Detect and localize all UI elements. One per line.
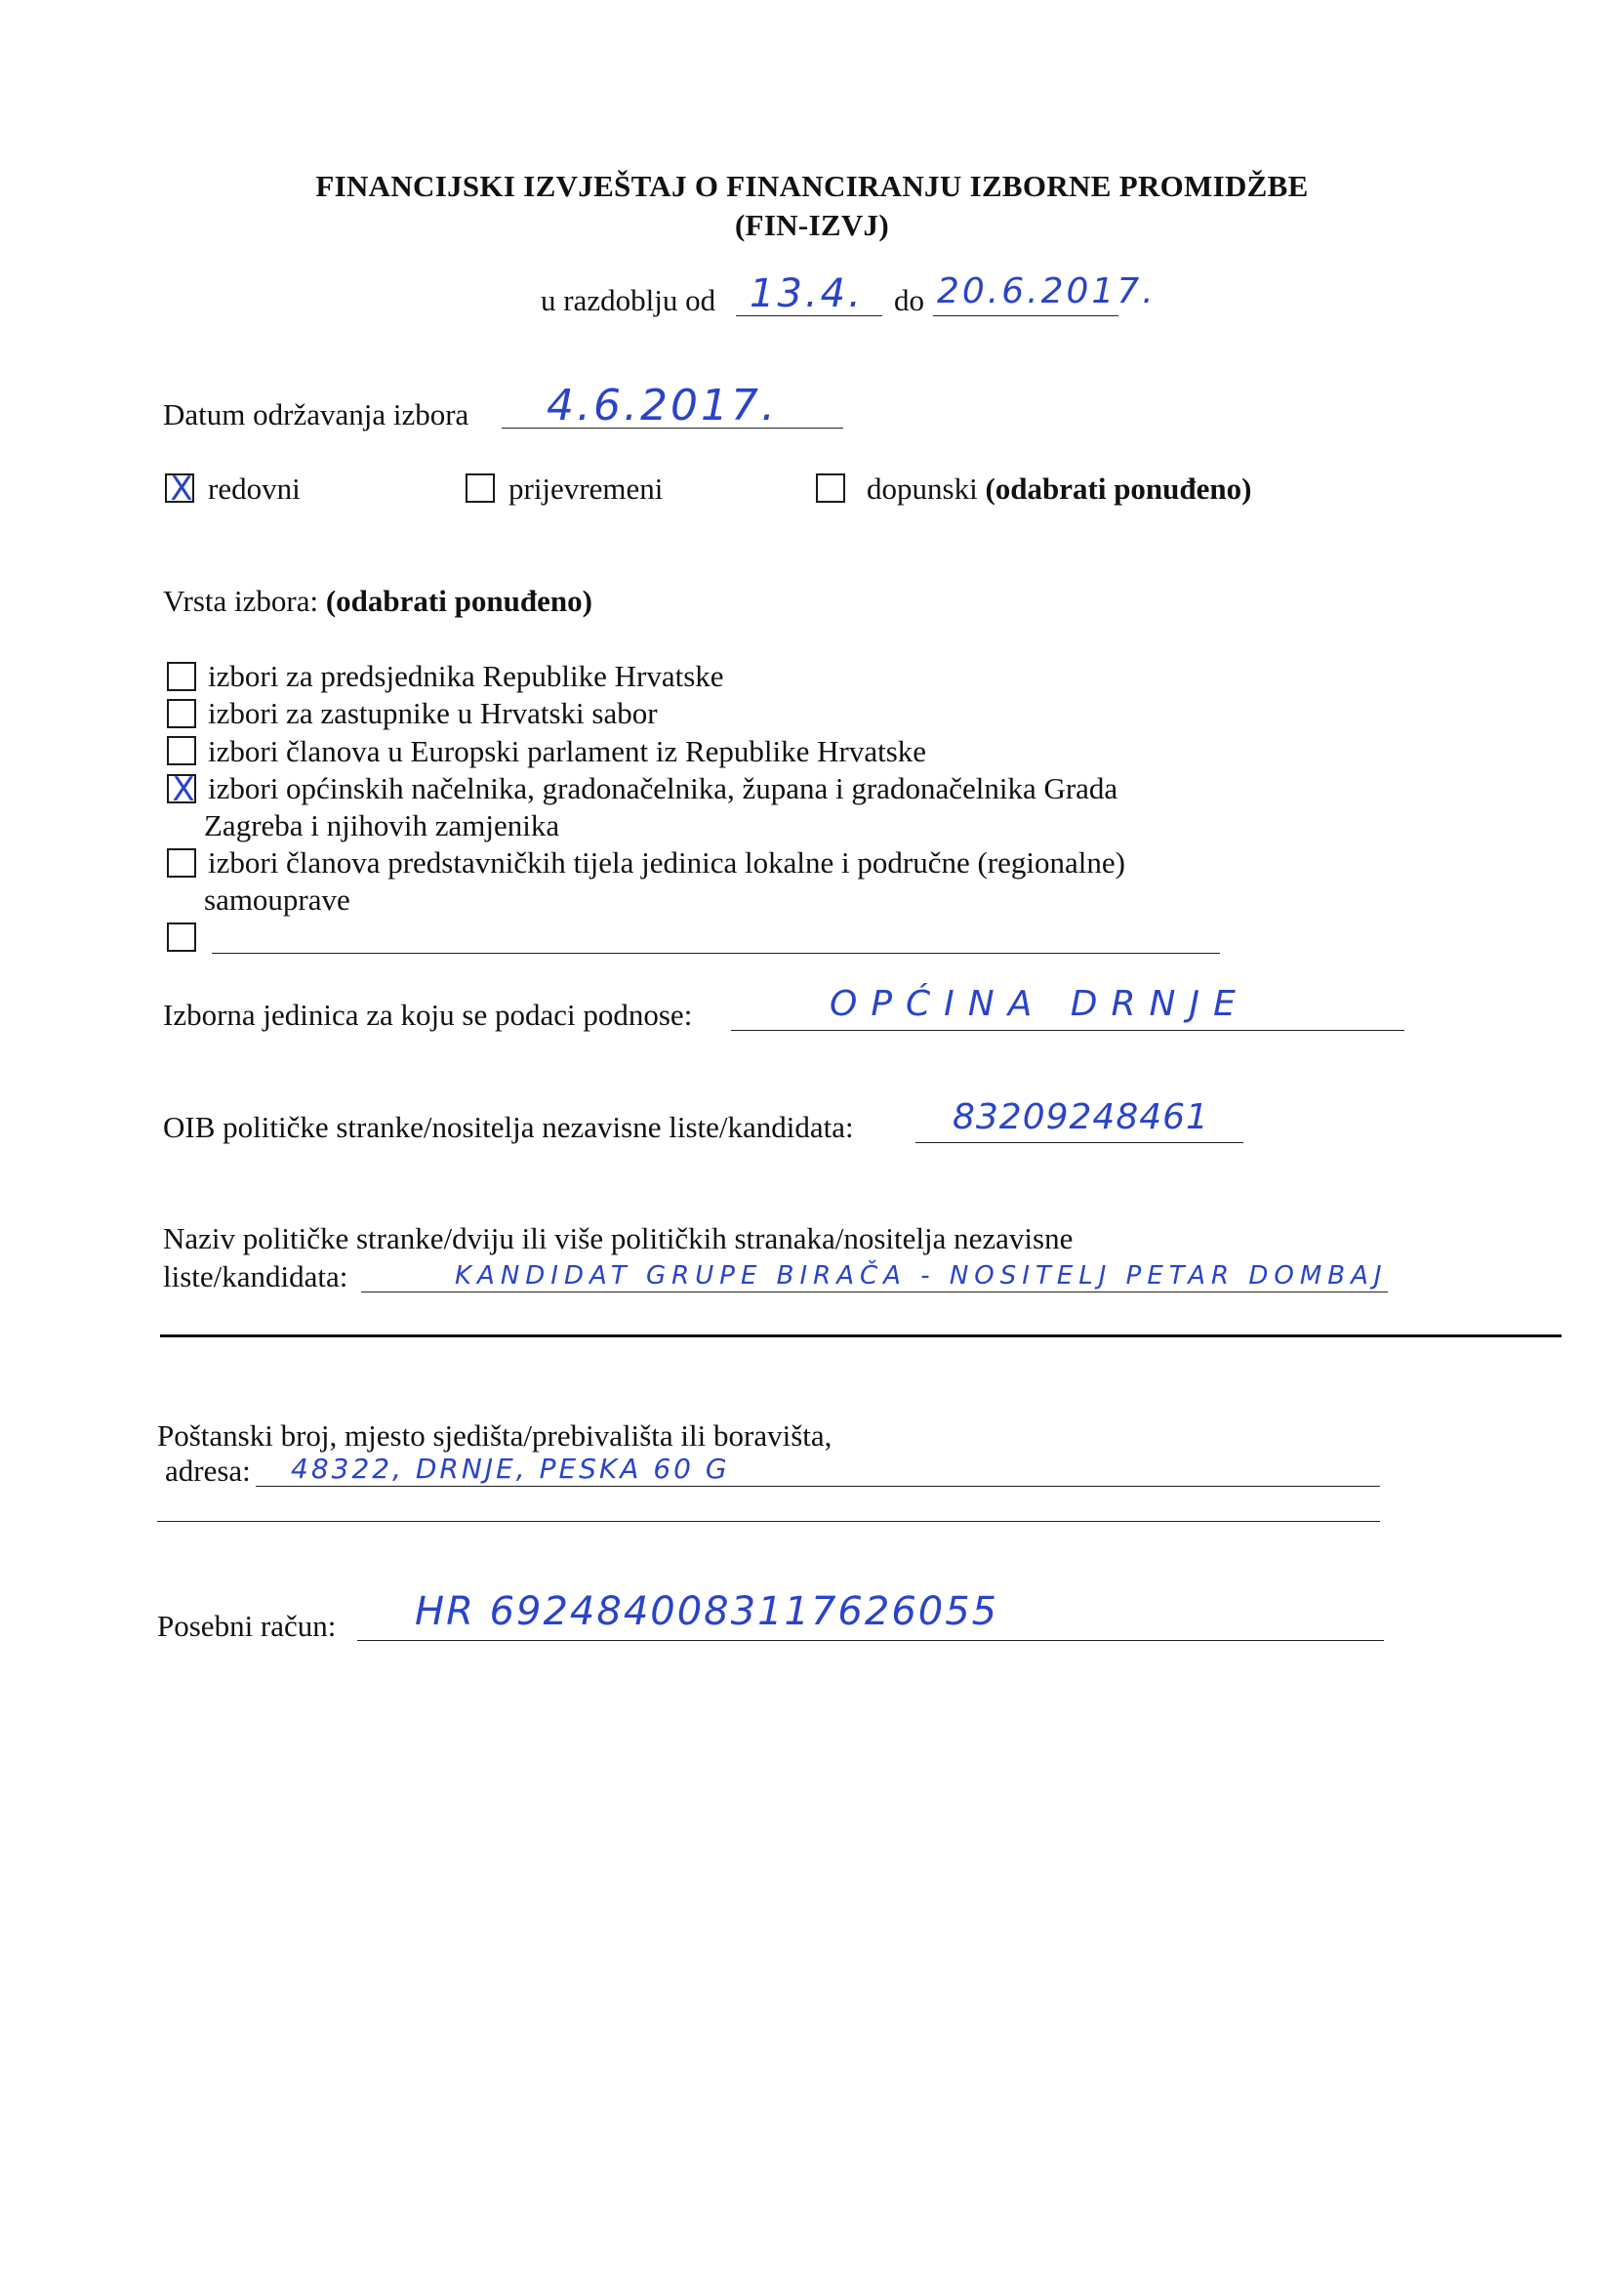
address-line — [256, 1486, 1380, 1487]
kind-local-heads-label-cont: Zagreba i njihovih zamjenika — [204, 808, 560, 842]
document-code: (FIN-IZVJ) — [735, 208, 889, 242]
option-early-label: prijevremeni — [508, 472, 664, 506]
constituency-line — [731, 1030, 1404, 1031]
kind-representative-label-cont: samouprave — [204, 882, 350, 917]
kind-representative-label: izbori članova predstavničkih tijela jedinica lokalne i područne (regionalne) — [208, 845, 1125, 880]
address-line-2[interactable] — [157, 1521, 1380, 1522]
constituency-value: OPĆINA DRNJE — [830, 984, 1249, 1024]
separator-line — [160, 1334, 1562, 1337]
checkbox-early[interactable] — [466, 473, 495, 503]
oib-label: OIB političke stranke/nositelja nezavisne liste/kandidata: — [163, 1110, 854, 1144]
party-name-label: Naziv političke stranke/dviju ili više političkih stranaka/nositelja nezavisne — [163, 1221, 1074, 1255]
election-kind-hint: (odabrati ponuđeno) — [325, 584, 592, 618]
checkbox-mark: X — [172, 770, 195, 809]
election-date-value: 4.6.2017. — [547, 381, 778, 430]
kind-parliament-label: izbori za zastupnike u Hrvatski sabor — [208, 696, 658, 730]
checkbox-supplementary[interactable] — [816, 473, 845, 503]
other-kind-line[interactable] — [212, 953, 1220, 954]
option-supplementary-text: dopunski — [867, 472, 978, 506]
account-label: Posebni račun: — [157, 1609, 337, 1643]
checkbox-european-parliament[interactable] — [167, 736, 196, 765]
checkbox-mark: X — [170, 470, 193, 509]
checkbox-presidential[interactable] — [167, 662, 196, 691]
election-kind-label — [163, 583, 592, 620]
account-line — [357, 1640, 1384, 1641]
option-hint: (odabrati ponuđeno) — [985, 472, 1252, 506]
period-from-value: 13.4. — [750, 271, 864, 316]
address-label: Poštanski broj, mjesto sjedišta/prebivališta ili boravišta, — [157, 1418, 832, 1453]
constituency-label: Izborna jedinica za koju se podaci podnose: — [163, 998, 693, 1032]
party-name-label-cont: liste/kandidata: — [163, 1259, 348, 1293]
checkbox-regular[interactable] — [165, 470, 194, 509]
kind-presidential-label: izbori za predsjednika Republike Hrvatske — [208, 659, 724, 693]
address-value: 48322, DRNJE, PESKA 60 G — [291, 1453, 730, 1485]
period-from-label: u razdoblju od — [541, 283, 716, 317]
document-title: FINANCIJSKI IZVJEŠTAJ O FINANCIRANJU IZBORNE PROMIDŽBE — [315, 169, 1309, 203]
kind-local-heads-label: izbori općinskih načelnika, gradonačelnika, župana i gradonačelnika Grada — [208, 771, 1118, 805]
election-date-label: Datum održavanja izbora — [163, 397, 469, 431]
option-regular-label: redovni — [208, 472, 301, 506]
party-name-value: KANDIDAT GRUPE BIRAČA - NOSITELJ PETAR DOMBAJ — [455, 1261, 1388, 1291]
kind-european-label: izbori članova u Europski parlament iz Republike Hrvatske — [208, 734, 927, 768]
oib-line — [915, 1142, 1243, 1143]
checkbox-representative-bodies[interactable] — [167, 848, 196, 878]
period-to-value: 20.6.2017. — [937, 271, 1157, 311]
period-to-label: do — [894, 283, 924, 317]
checkbox-local-heads[interactable] — [167, 770, 196, 809]
checkbox-other[interactable] — [167, 922, 196, 952]
period-to-line — [933, 315, 1118, 316]
election-kind-text: Vrsta izbora: — [163, 584, 319, 618]
checkbox-parliament[interactable] — [167, 699, 196, 728]
address-label-cont: adresa: — [165, 1454, 251, 1488]
account-value: HR 6924840083117626055 — [415, 1589, 999, 1634]
oib-value: 83209248461 — [953, 1097, 1209, 1137]
option-supplementary-label — [867, 471, 1251, 508]
